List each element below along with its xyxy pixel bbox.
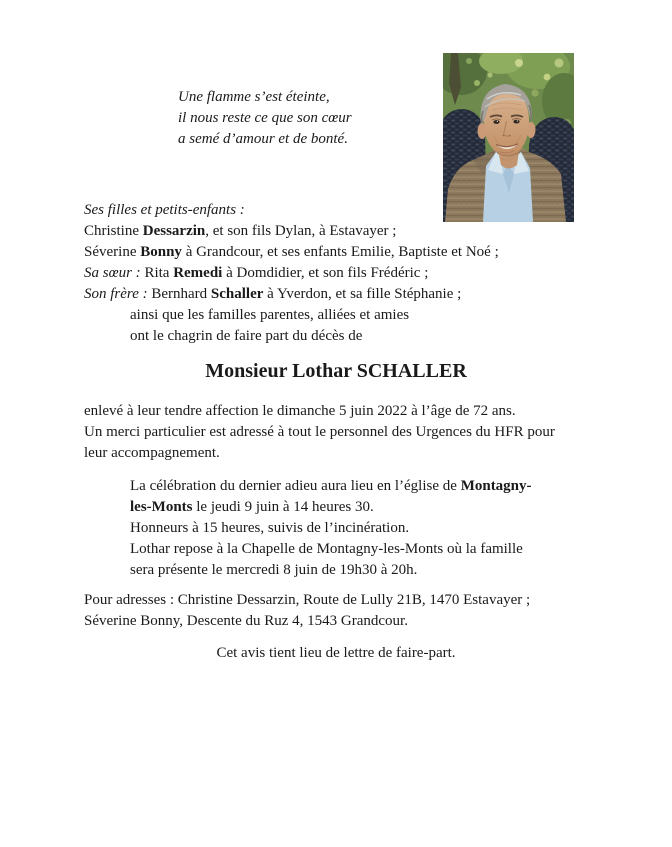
ceremony-details (130, 476, 532, 581)
text-line: Son frère : Bernhard Schaller à Yverdon, et sa fille Stéphanie ; (84, 286, 462, 302)
announcement-paragraph (130, 305, 409, 347)
text-line: leur accompagnement. (84, 445, 220, 461)
opening-verse (178, 87, 352, 150)
text-line: sera présente le mercredi 8 juin de 19h30 à 20h. (130, 562, 418, 578)
text-line: Christine Dessarzin, et son fils Dylan, à Estavayer ; (84, 223, 397, 239)
text-line: enlevé à leur tendre affection le dimanche 5 juin 2022 à l’âge de 72 ans. (84, 403, 516, 419)
text-line: Ses filles et petits-enfants : (84, 202, 245, 218)
closing-line: Cet avis tient lieu de lettre de faire-part. (216, 645, 456, 661)
text-line: a semé d’amour et de bonté. (178, 131, 348, 147)
text-line: Séverine Bonny, Descente du Ruz 4, 1543 Grandcour. (84, 613, 408, 629)
text-line: Séverine Bonny à Grandcour, et ses enfants Emilie, Baptiste et Noé ; (84, 244, 499, 260)
text-line: ainsi que les familles parentes, alliées et amies (130, 307, 410, 323)
deceased-name-title: Monsieur Lothar SCHALLER (205, 360, 467, 382)
text-line: Un merci particulier est adressé à tout le personnel des Urgences du HFR pour (84, 424, 555, 440)
text-line: Une flamme s’est éteinte, (178, 89, 330, 105)
portrait-photo (443, 53, 574, 222)
portrait-photo-image (443, 53, 574, 222)
text-line: La célébration du dernier adieu aura lieu en l’église de Montagny- (130, 478, 532, 494)
family-list (84, 200, 499, 305)
text-line: Honneurs à 15 heures, suivis de l’incinération. (130, 520, 410, 536)
text-line: Lothar repose à la Chapelle de Montagny-les-Monts où la famille (130, 541, 523, 557)
text-line: les-Monts le jeudi 9 juin à 14 heures 30. (130, 499, 374, 515)
addresses-paragraph (84, 590, 530, 632)
text-line: Pour adresses : Christine Dessarzin, Route de Lully 21B, 1470 Estavayer ; (84, 592, 531, 608)
text-line: Sa sœur : Rita Remedi à Domdidier, et son fils Frédéric ; (84, 265, 429, 281)
text-line: ont le chagrin de faire part du décès de (130, 328, 363, 344)
text-line: il nous reste ce que son cœur (178, 110, 352, 126)
death-notice-paragraph (84, 401, 555, 464)
